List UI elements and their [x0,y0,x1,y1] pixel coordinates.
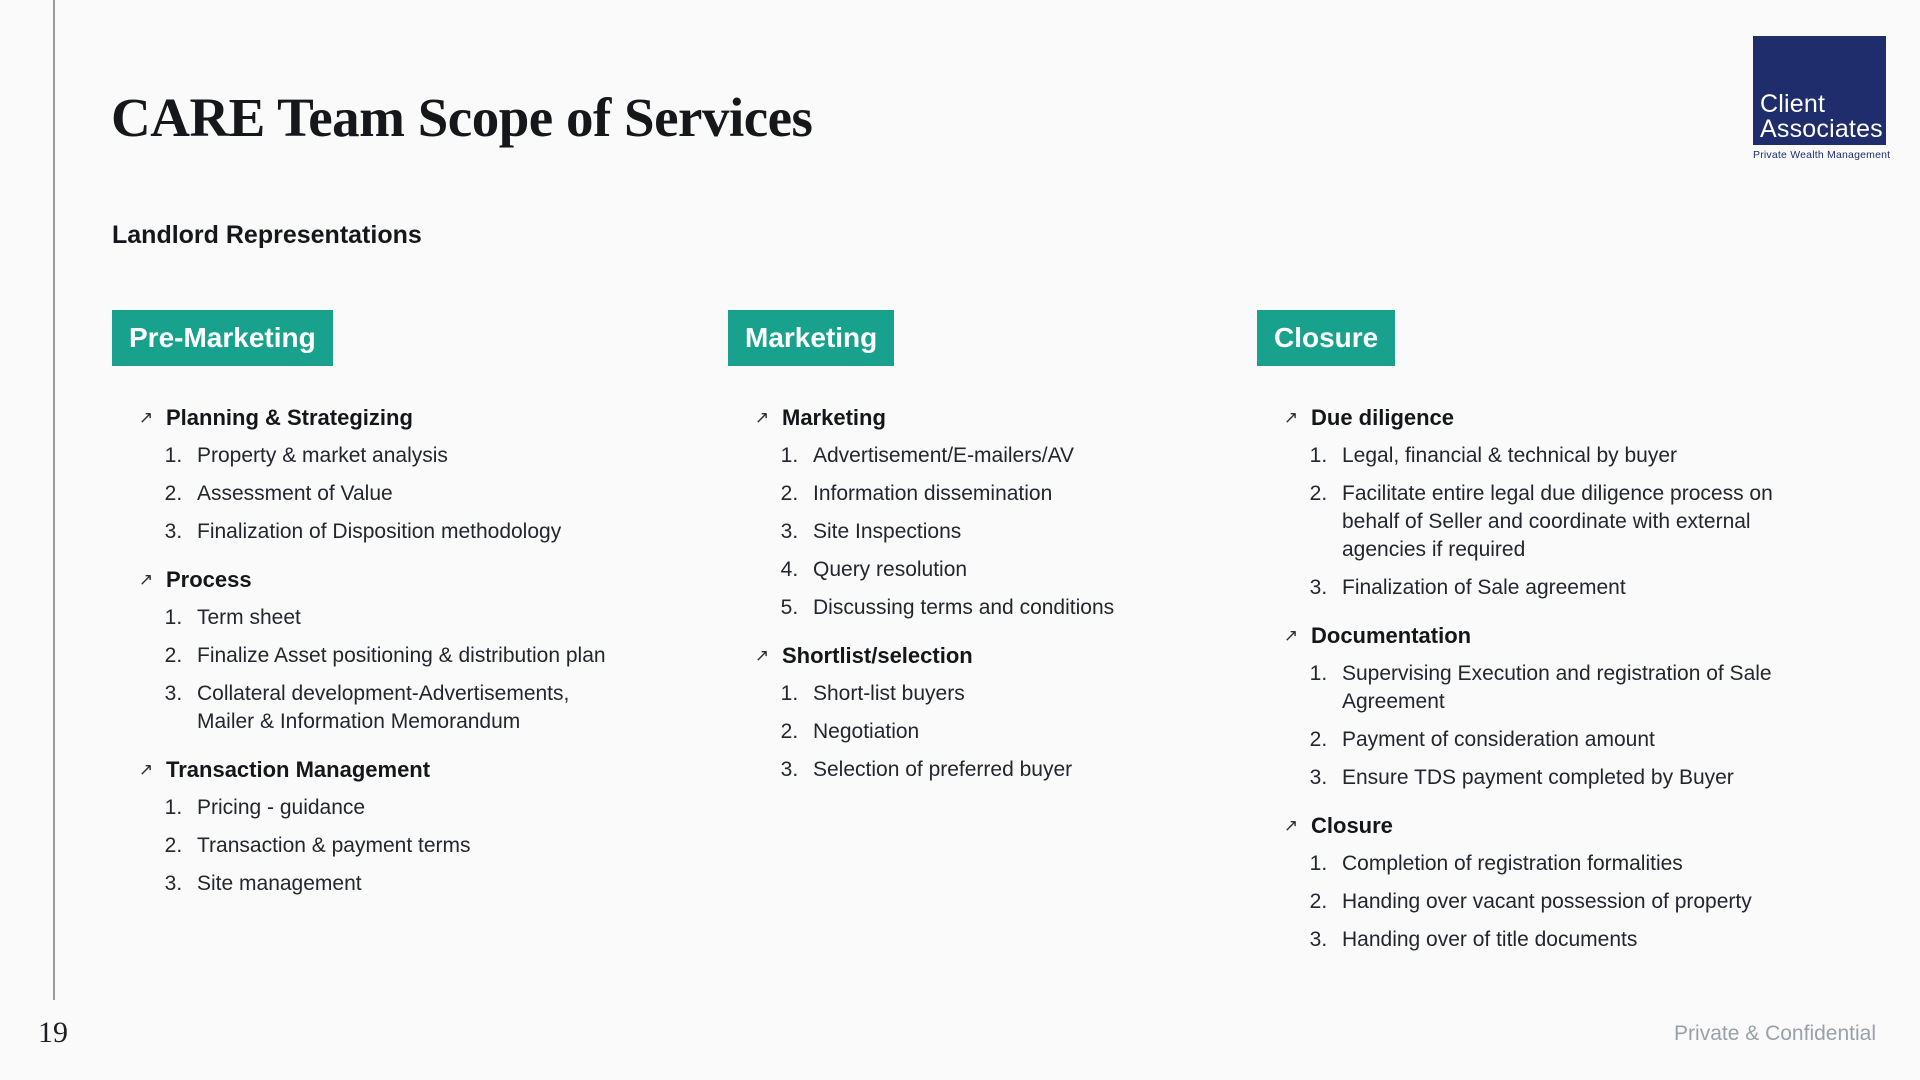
column-sections [728,404,1218,784]
section-title: Transaction Management [166,757,431,782]
section-title: Marketing [782,405,886,430]
list-item: 1. Property & market analysis [188,442,612,470]
section-title: Shortlist/selection [782,643,973,668]
section-heading [1257,812,1813,840]
client-associates-logo [1753,36,1891,161]
column-closure [1257,310,1813,974]
column-sections [1257,404,1813,954]
arrow-up-right-icon: ↗ [754,408,770,427]
list-item: 3. Handing over of title documents [1333,926,1813,954]
arrow-up-right-icon: ↗ [138,760,154,779]
logo-line1: Client [1760,90,1826,118]
section-list [1257,442,1813,602]
section-heading [112,566,612,594]
logo-line2: Associates [1760,115,1883,143]
section-list [728,680,1218,784]
list-item: 2. Payment of consideration amount [1333,726,1813,754]
section-list [728,442,1218,622]
arrow-up-right-icon: ↗ [138,570,154,589]
section-heading [728,404,1218,432]
arrow-up-right-icon: ↗ [1283,816,1299,835]
list-item: 1. Short-list buyers [804,680,1218,708]
list-item: 3. Collateral development-Advertisements, Mailer & Information Memorandum [188,680,612,736]
arrow-up-right-icon: ↗ [754,646,770,665]
section-title: Planning & Strategizing [166,405,413,430]
section-title: Closure [1311,813,1393,838]
list-item: 1. Completion of registration formalities [1333,850,1813,878]
section-heading [112,756,612,784]
section-list [1257,850,1813,954]
section-title: Due diligence [1311,405,1455,430]
arrow-up-right-icon: ↗ [1283,626,1299,645]
list-item: 4. Query resolution [804,556,1218,584]
section-heading [728,642,1218,670]
stage-badge-marketing: Marketing [728,310,894,366]
section-heading [112,404,612,432]
section-heading [1257,404,1813,432]
list-item: 3. Site Inspections [804,518,1218,546]
arrow-up-right-icon: ↗ [1283,408,1299,427]
list-item: 2. Facilitate entire legal due diligence process on behalf of Seller and coordinate with external agencies if required [1333,480,1813,564]
stage-badge-closure: Closure [1257,310,1395,366]
confidential-note: Private & Confidential [1674,1022,1876,1045]
section-title: Process [166,567,252,592]
list-item: 3. Finalization of Sale agreement [1333,574,1813,602]
list-item: 2. Finalize Asset positioning & distribution plan [188,642,612,670]
list-item: 2. Transaction & payment terms [188,832,612,860]
section-list [112,442,612,546]
list-item: 2. Assessment of Value [188,480,612,508]
page-title: CARE Team Scope of Services [111,87,813,148]
list-item: 1. Supervising Execution and registration of Sale Agreement [1333,660,1813,716]
column-sections [112,404,612,898]
arrow-up-right-icon: ↗ [138,408,154,427]
list-item: 3. Selection of preferred buyer [804,756,1218,784]
list-item: 1. Advertisement/E-mailers/AV [804,442,1218,470]
stage-badge-pre-marketing: Pre-Marketing [112,310,333,366]
list-item: 3. Site management [188,870,612,898]
list-item: 2. Information dissemination [804,480,1218,508]
list-item: 1. Pricing - guidance [188,794,612,822]
section-list [112,794,612,898]
list-item: 1. Legal, financial & technical by buyer [1333,442,1813,470]
page-subtitle: Landlord Representations [112,221,422,249]
section-list [112,604,612,736]
page-number: 19 [38,1016,68,1049]
section-heading [1257,622,1813,650]
list-item: 3. Ensure TDS payment completed by Buyer [1333,764,1813,792]
list-item: 2. Negotiation [804,718,1218,746]
list-item: 3. Finalization of Disposition methodology [188,518,612,546]
logo-tagline: Private Wealth Management [1753,149,1891,161]
section-title: Documentation [1311,623,1472,648]
column-marketing [728,310,1218,804]
section-list [1257,660,1813,792]
logo-square [1753,36,1886,145]
left-edge-rule [53,0,55,1000]
column-pre-marketing [112,310,612,918]
list-item: 2. Handing over vacant possession of property [1333,888,1813,916]
list-item: 5. Discussing terms and conditions [804,594,1218,622]
list-item: 1. Term sheet [188,604,612,632]
